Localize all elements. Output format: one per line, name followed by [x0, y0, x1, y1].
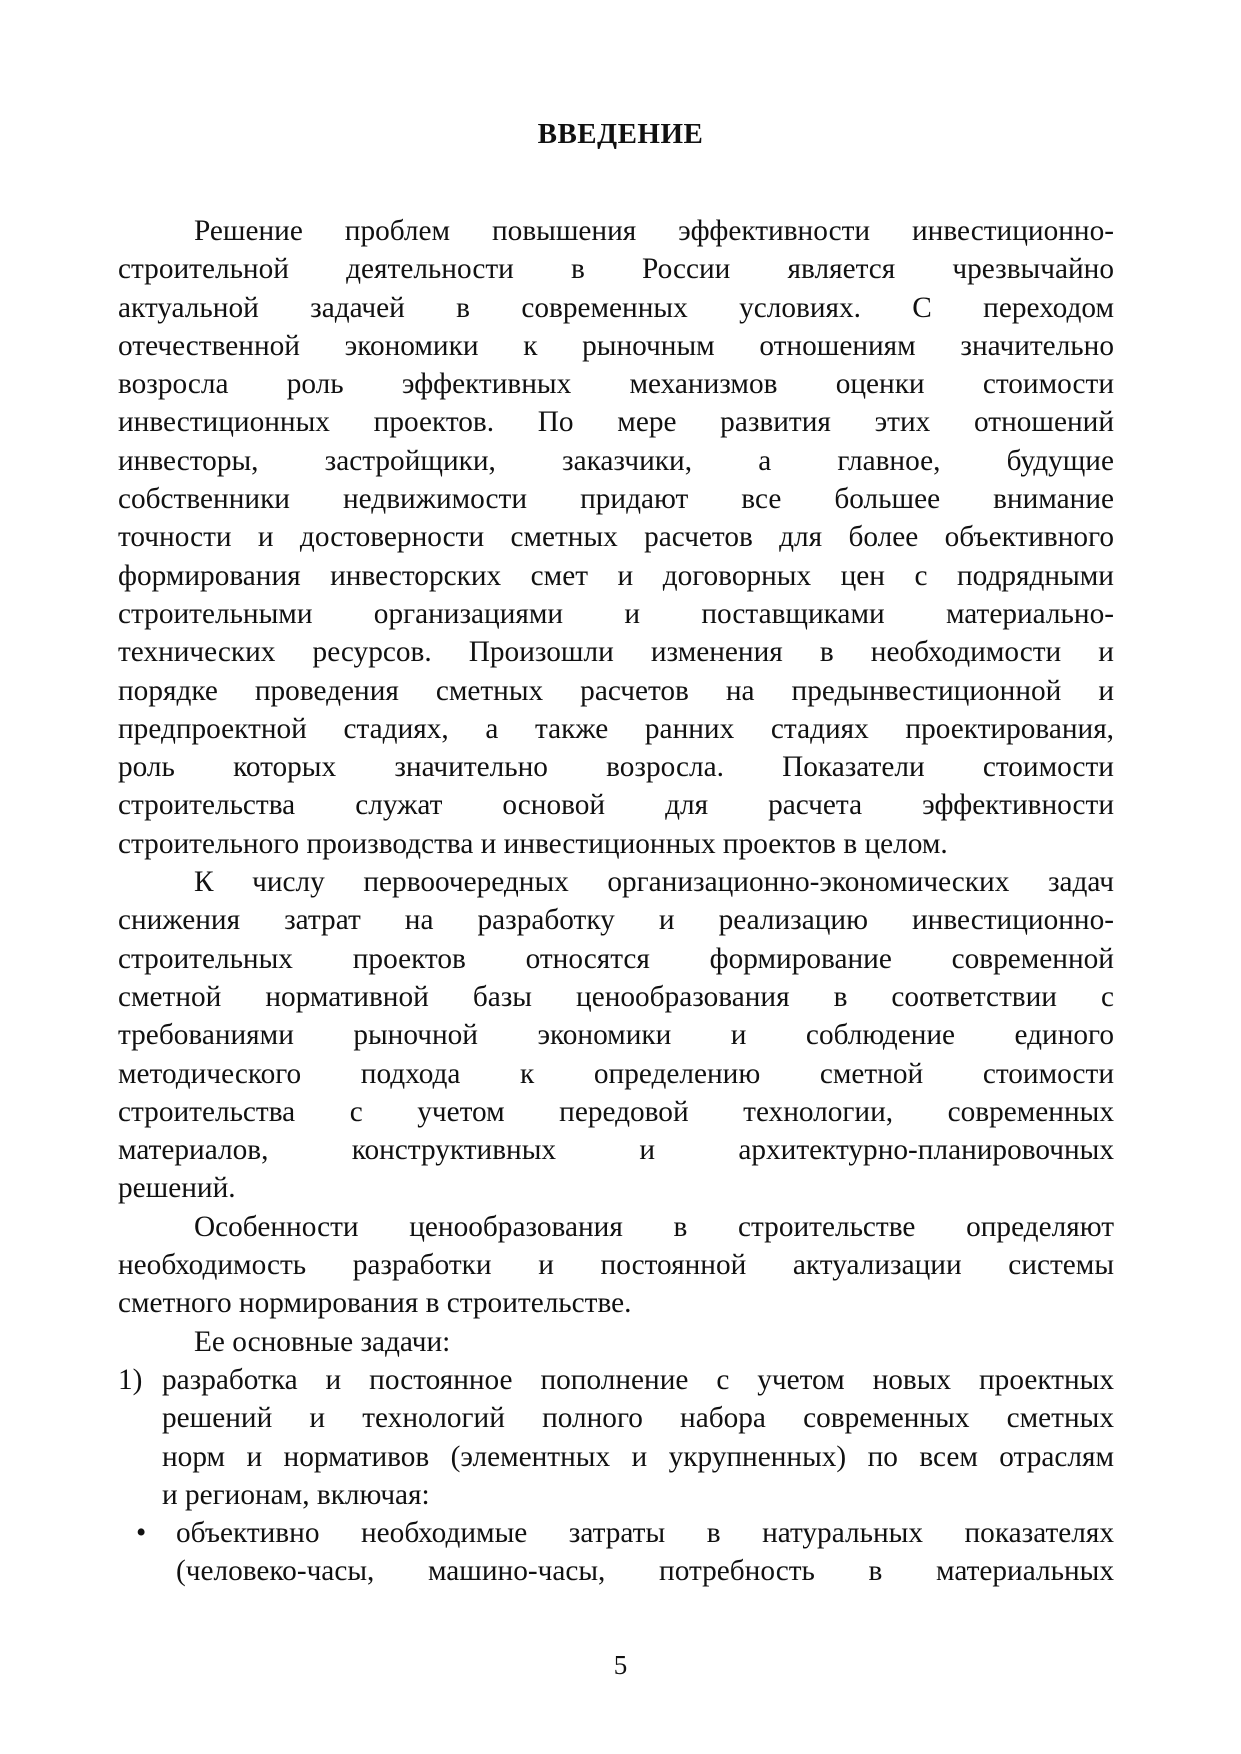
text-line: требованиями рыночной экономики и соблюдение единого [118, 1019, 1114, 1052]
text-line: инвестиционных проектов. По мере развития этих отношений [118, 406, 1114, 439]
text-line: и регионам, включая: [162, 1478, 430, 1511]
text-line: роль которых значительно возросла. Показатели стоимости [118, 751, 1114, 784]
text-line: строительства служат основой для расчета эффективности [118, 789, 1114, 822]
text-line: строительными организациями и поставщиками материально- [118, 597, 1114, 630]
text-line: собственники недвижимости придают все большее внимание [118, 483, 1114, 516]
text-line: объективно необходимые затраты в натуральных показателях [176, 1517, 1114, 1550]
text-line: материалов, конструктивных и архитектурно-планировочных [118, 1134, 1114, 1167]
text-line: К числу первоочередных организационно-экономических задач [194, 866, 1114, 899]
text-line: решений. [118, 1172, 236, 1205]
paragraph-2 [118, 863, 1114, 1208]
text-line: снижения затрат на разработку и реализацию инвестиционно- [118, 904, 1114, 937]
text-line: порядке проведения сметных расчетов на предынвестиционной и [118, 674, 1114, 707]
text-line: точности и достоверности сметных расчетов для более объективного [118, 521, 1114, 554]
text-line: строительных проектов относятся формирование современной [118, 942, 1114, 975]
paragraph-4 [118, 1323, 1114, 1361]
body-text [118, 212, 1114, 1591]
list-number: 1) [118, 1363, 143, 1396]
text-line: строительства с учетом передовой технологии, современных [118, 1095, 1114, 1128]
text-line: сметного нормирования в строительстве. [118, 1287, 632, 1320]
text-line: методического подхода к определению сметной стоимости [118, 1057, 1114, 1090]
page-number: 5 [613, 1650, 628, 1680]
text-line: необходимость разработки и постоянной актуализации системы [118, 1249, 1114, 1282]
text-line: строительного производства и инвестиционных проектов в целом. [118, 827, 948, 860]
text-line: разработка и постоянное пополнение с учетом новых проектных [162, 1363, 1114, 1396]
paragraph-1 [118, 212, 1114, 863]
paragraph-3 [118, 1208, 1114, 1323]
bullet-icon: • [136, 1517, 147, 1550]
text-line: решений и технологий полного набора современных сметных [162, 1402, 1114, 1435]
numbered-list-item [118, 1361, 1114, 1514]
bullet-list-item [118, 1514, 1114, 1591]
text-line: формирования инвесторских смет и договорных цен с подрядными [118, 559, 1114, 592]
page-title: ВВЕДЕНИЕ [537, 118, 704, 150]
text-line: отечественной экономики к рыночным отношениям значительно [118, 329, 1114, 362]
text-line: инвесторы, застройщики, заказчики, а главное, будущие [118, 444, 1114, 477]
text-line: возросла роль эффективных механизмов оценки стоимости [118, 368, 1114, 401]
text-line: норм и нормативов (элементных и укрупненных) по всем отраслям [162, 1440, 1114, 1473]
text-line: сметной нормативной базы ценообразования в соответствии с [118, 980, 1114, 1013]
text-line: Решение проблем повышения эффективности инвестиционно- [194, 215, 1114, 247]
text-line: предпроектной стадиях, а также ранних стадиях проектирования, [118, 712, 1114, 745]
text-line: строительной деятельности в России является чрезвычайно [118, 253, 1114, 286]
text-line: (человеко-часы, машино-часы, потребность в материальных [176, 1555, 1114, 1588]
text-line: актуальной задачей в современных условиях. С переходом [118, 291, 1114, 324]
text-line: технических ресурсов. Произошли изменения в необходимости и [118, 636, 1114, 669]
text-line: Особенности ценообразования в строительстве определяют [194, 1210, 1114, 1243]
text-line: Ее основные задачи: [194, 1325, 451, 1358]
